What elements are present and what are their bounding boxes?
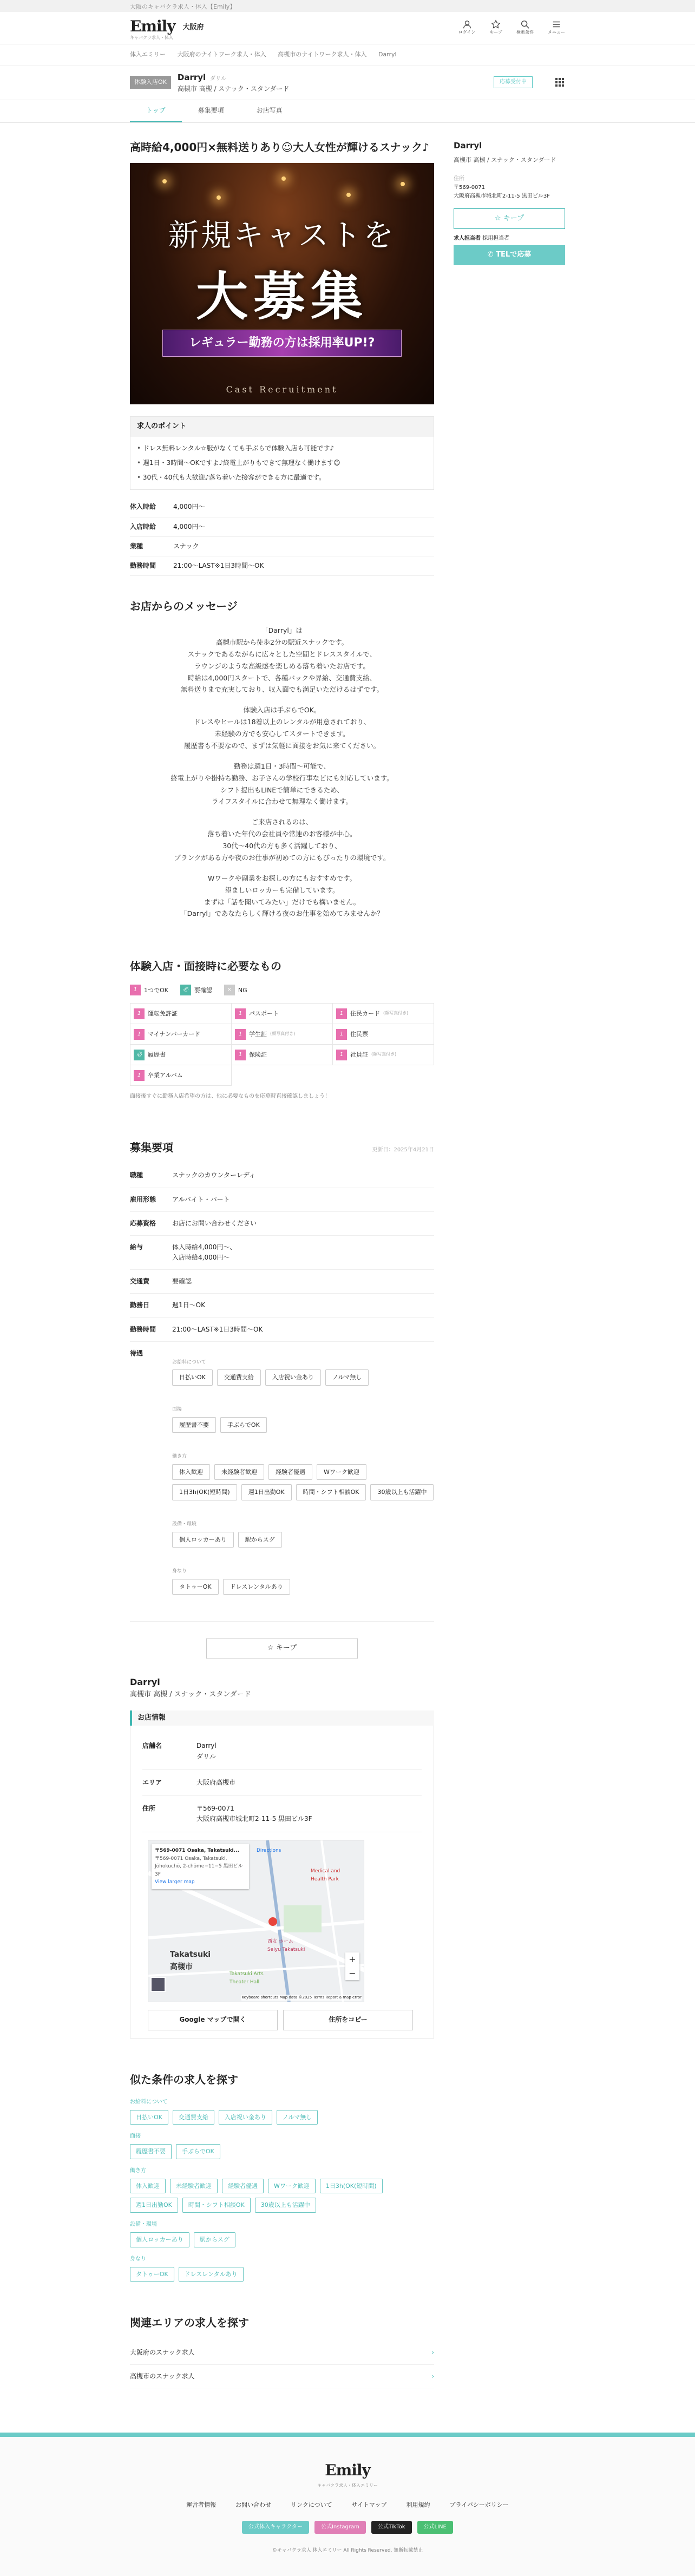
documents-note: 面接後すぐに勤務入店希望の方は、他に必要なものを応募時直接確認しましょう！	[130, 1093, 330, 1100]
similar-conditions	[130, 2098, 434, 2282]
footer-link[interactable]: 利用規約	[406, 2501, 430, 2509]
requirement-key: 勤務時間	[130, 1325, 156, 1333]
job-title: 高時給4,000円×無料送りあり☺大人女性が輝けるスナック♪	[130, 140, 429, 154]
summary-row	[130, 497, 434, 517]
message-heading: お店からのメッセージ	[130, 600, 238, 613]
trial-badge: 体験入店OK	[130, 76, 171, 89]
social-tiktok-link[interactable]: 公式TikTok	[371, 2521, 412, 2534]
treatment-chip: 個人ロッカーあり	[172, 1532, 234, 1548]
area-selector[interactable]: 大阪府	[182, 23, 204, 32]
keep-button-label: キープ	[276, 1644, 297, 1653]
treatment-group-label: 働き方	[172, 1454, 187, 1460]
document-label: 卒業アルバム	[148, 1072, 183, 1079]
document-label: マイナンバーカード	[148, 1031, 201, 1038]
tab-requirements[interactable]: 募集要項	[198, 106, 224, 114]
star-icon	[491, 19, 501, 29]
treatment-group-label: 面接	[172, 1407, 182, 1413]
open-google-maps-button[interactable]: Google マップで開く	[148, 2010, 278, 2030]
document-label: パスポート	[249, 1010, 279, 1018]
search-label: 検索条件	[516, 30, 534, 35]
requirement-key: 職種	[130, 1171, 143, 1179]
keep-button[interactable]	[489, 19, 502, 36]
legend-label: NG	[238, 986, 247, 994]
treatment-chip: 1日3h(OK(短時間)	[172, 1484, 237, 1500]
similar-chip[interactable]: ドレスレンタルあり	[179, 2267, 244, 2282]
hero-ribbon: レギュラー勤務の方は採用率UP!?	[162, 330, 402, 357]
treatment-group	[172, 1453, 434, 1500]
map-layer-toggle[interactable]	[150, 1977, 166, 1992]
message-paragraph: ご来店されるのは、 落ち着いた年代の会社員や常連のお客様が中心。 30代〜40代の方も多く活躍しており、 ブランクがある方や夜のお仕事が初めての方にもぴったりの環境です。	[174, 818, 390, 862]
requirements-updated: 更新日：2025年4月21日	[372, 1147, 434, 1153]
similar-group-label: 身なり	[130, 2256, 146, 2262]
tab-photos[interactable]: お店写真	[256, 106, 283, 114]
site-footer	[0, 2433, 695, 2576]
map-card-address: 〒569-0071 Osaka, Takatsuki, Jōhokuchō, 2-chōme−11−5 黒田ビル 3F	[155, 1856, 243, 1877]
recruit-status-badge: 応募受付中	[494, 76, 533, 88]
document-item	[232, 1024, 333, 1045]
documents-heading: 体験入店・面接時に必要なもの	[130, 960, 281, 973]
requirements-header	[130, 1139, 434, 1164]
treatment-group	[172, 1568, 434, 1595]
shop-info-key: エリア	[142, 1778, 162, 1786]
shop-info-key: 店舗名	[142, 1742, 162, 1750]
summary-key: 業種	[130, 542, 143, 550]
similar-chip[interactable]: タトゥーOK	[130, 2267, 174, 2282]
shop-info-table	[130, 1726, 434, 2038]
document-label: 社員証	[350, 1051, 368, 1059]
similar-chip[interactable]: 1日3h(OK(短時間)	[320, 2179, 383, 2194]
related-area-link[interactable]	[130, 2341, 434, 2365]
related-area-label: 大阪府のスナック求人	[130, 2349, 195, 2357]
similar-chip[interactable]: 交通費支給	[173, 2110, 214, 2125]
legend-label: 要確認	[194, 986, 212, 994]
summary-key: 勤務時間	[130, 561, 156, 569]
shop-info-sub: 高槻市 高槻 / スナック・スタンダード	[130, 1690, 251, 1699]
footer-logo-sub: キャバクラ求人・体入エミリー	[317, 2483, 378, 2488]
document-item	[130, 1065, 232, 1086]
summary-row	[130, 517, 434, 537]
footer-logo[interactable]: Emily	[325, 2461, 370, 2479]
hero-line1: 新規キャストを	[168, 218, 396, 253]
similar-chip[interactable]: Wワーク歓迎	[268, 2179, 316, 2194]
job-point-item: • 30代・40代も大歓迎♪落ち着いた接客ができる方に最適です。	[137, 470, 427, 485]
similar-group-label: 設備・環境	[130, 2221, 157, 2227]
treatment-chip: 履歴書不要	[172, 1417, 216, 1433]
related-areas	[130, 2341, 434, 2389]
search-icon	[520, 19, 530, 29]
job-point-item: • 週1日・3時間〜OKですよ♪終電上がりもできて無理なく働けます☺	[137, 456, 427, 470]
treatment-chip: 経験者優遇	[268, 1464, 312, 1480]
map-larger-link[interactable]: View larger map	[155, 1879, 195, 1885]
treatment-chip: 駅からスグ	[238, 1532, 282, 1548]
phone-icon: ✆	[487, 251, 494, 259]
treatment-chip: 体入歓迎	[172, 1464, 210, 1480]
one-ok-icon: 1	[134, 1070, 145, 1081]
sidebar-shop-sub: 高槻市 高槻 / スナック・スタンダード	[454, 156, 556, 163]
one-ok-icon: 1	[134, 1029, 145, 1040]
requirement-value: 週1日〜OK	[172, 1301, 205, 1309]
one-ok-icon: 1	[336, 1029, 347, 1040]
message-paragraph: Wワークや副業をお探しの方にもおすすめです。 望ましいロッカーも完備しています。 まずは「話を聞いてみたい」だけでも構いません。 「Darryl」であなたらしく輝ける夜のお仕事を始めてみませんか？	[180, 874, 384, 918]
shop-message	[130, 625, 434, 920]
chevron-right-icon: ›	[431, 2372, 434, 2381]
ng-icon: ×	[224, 985, 235, 995]
related-area-link[interactable]	[130, 2365, 434, 2389]
message-paragraph: 体験入店は手ぶらでOK。 ドレスやヒールは18着以上のレンタルが用意されており、 未経験の方でも安心してスタートできます。 履歴書も不要なので、まずは気軽に面接をお気に来てください。	[183, 706, 381, 750]
requirement-key: 雇用形態	[130, 1195, 156, 1203]
similar-chip[interactable]: 経験者優遇	[222, 2179, 264, 2194]
shop-info-value: 大阪府高槻市	[196, 1778, 236, 1786]
site-header	[0, 12, 695, 44]
similar-chip[interactable]: 入店祝い金あり	[219, 2110, 272, 2125]
requirement-key: 給与	[130, 1243, 143, 1251]
treatment-chip: ドレスレンタルあり	[223, 1579, 290, 1595]
sidebar-tel-label: 求人担当者	[454, 235, 481, 242]
map-park-label: Takatsuki Arts Theater Hall	[230, 1971, 264, 1985]
breadcrumb-item-current: Darryl	[378, 51, 397, 58]
requirement-value: スナックのカウンターレディ	[172, 1171, 255, 1179]
shop-name-text: Darryl	[177, 72, 206, 82]
document-item	[130, 1004, 232, 1024]
legend-label: 1つでOK	[144, 986, 168, 994]
similar-group-label: 働き方	[130, 2167, 146, 2174]
sidebar-address-label: 住所	[454, 175, 464, 182]
treatment-group-label: 身なり	[172, 1569, 187, 1575]
document-label: 住民カード	[350, 1010, 380, 1018]
treatment-chip: 日払いOK	[172, 1369, 213, 1386]
one-ok-icon: 1	[235, 1050, 246, 1060]
requirement-row	[130, 1270, 434, 1294]
map-place-label: 西友 ホーム Seiyu Takatsuki	[267, 1939, 305, 1952]
one-ok-icon: 1	[130, 985, 141, 995]
breadcrumb	[0, 44, 695, 65]
sidebar-shop-name: Darryl	[454, 140, 482, 150]
social-character-link[interactable]: 公式体入キャラクター	[242, 2521, 309, 2534]
summary-key: 体入時給	[130, 503, 156, 511]
similar-chip[interactable]: 履歴書不要	[130, 2144, 172, 2159]
similar-chip[interactable]: 30歳以上も活躍中	[255, 2198, 316, 2213]
map-credits: Keyboard shortcuts Map data ©2025 Terms Report a map error	[241, 1995, 362, 2001]
legend-item	[224, 985, 247, 995]
sidebar-keep-label: キープ	[503, 214, 524, 222]
document-note: (顔写真付き)	[383, 1011, 409, 1016]
shop-info-value: Darryl ダリル	[196, 1742, 217, 1760]
similar-chip[interactable]: 週1日出勤OK	[130, 2198, 178, 2213]
document-item	[333, 1004, 434, 1024]
documents-legend	[130, 985, 434, 995]
treatment-group	[172, 1520, 434, 1548]
message-paragraph: 「Darryl」は 高槻市駅から徒歩2分の駅近スナックです。 スナックであるながらに広々とした空間とドレススタイルで、 ラウンジのような高級感を楽しめる落ち着いたお店です。 時給は4,000円スタートで、各種バックや昇給、交通費支給、 無料送りまで充実しており、収入面でも満足いただけるはずです。	[180, 626, 384, 694]
breadcrumb-item[interactable]: 体入エミリー	[130, 51, 166, 58]
top-notice-bar	[0, 0, 695, 12]
summary-value: スナック	[173, 542, 199, 550]
treatment-chip: 30歳以上も活躍中	[370, 1484, 434, 1500]
sidebar-tel-person: 採用担当者	[482, 235, 510, 242]
map-directions-link[interactable]: Directions	[257, 1848, 281, 1854]
search-button[interactable]	[516, 19, 534, 36]
document-label: 履歴書	[148, 1051, 166, 1059]
main-content	[130, 123, 434, 2389]
shop-tabs	[0, 100, 695, 123]
requirement-row	[130, 1236, 434, 1270]
header-icons	[458, 19, 565, 36]
similar-chip[interactable]: 日払いOK	[130, 2110, 168, 2125]
footer-link[interactable]: サイトマップ	[351, 2501, 387, 2509]
document-label: 保険証	[249, 1051, 267, 1059]
requirement-row	[130, 1318, 434, 1342]
requirement-row	[130, 1212, 434, 1236]
treatment-chip: 未経験者歓迎	[214, 1464, 264, 1480]
requirement-value: アルバイト・パート	[172, 1195, 230, 1203]
top-notice-text: 大阪のキャバクラ求人・体入【Emily】	[130, 3, 236, 10]
legend-item	[130, 985, 168, 995]
login-label: ログイン	[458, 30, 476, 35]
map-buttons	[148, 2010, 422, 2030]
summary-value: 21:00〜LAST※1日3時間〜OK	[173, 561, 264, 569]
tel-apply-label: TELで応募	[496, 251, 532, 259]
logo-text: Emily	[130, 17, 175, 35]
treatment-chip: ノルマ無し	[325, 1369, 369, 1386]
treatment-group-label: お給料について	[172, 1360, 206, 1366]
job-point-item: • ドレス無料レンタル☆服がなくても手ぶらで体験入店も可能です♪	[137, 441, 427, 456]
similar-chip[interactable]: 個人ロッカーあり	[130, 2232, 189, 2247]
document-label: 運転免許証	[148, 1010, 178, 1018]
one-ok-icon: 1	[235, 1029, 246, 1040]
similar-chip[interactable]: 手ぶらでOK	[176, 2144, 220, 2159]
breadcrumb-item[interactable]: 大阪府のナイトワーク求人・体入	[177, 51, 266, 58]
job-points-title: 求人のポイント	[130, 417, 434, 437]
document-item	[130, 1024, 232, 1045]
grid-menu-icon[interactable]	[554, 77, 565, 88]
requirement-value: 21:00〜LAST※1日3時間〜OK	[172, 1325, 263, 1333]
treatment-chip: 時間・シフト相談OK	[296, 1484, 366, 1500]
shop-category: 高槻市 高槻 / スナック・スタンダード	[177, 84, 290, 93]
hero-banner-image	[130, 163, 434, 404]
shop-info-name: Darryl	[130, 1677, 160, 1688]
similar-group-label: 面接	[130, 2133, 141, 2140]
footer-social	[0, 2521, 695, 2534]
document-item	[232, 1045, 333, 1065]
related-area-label: 高槻市のスナック求人	[130, 2372, 195, 2381]
required-icon: 必	[180, 985, 191, 995]
similar-chip[interactable]: 駅からスグ	[194, 2232, 235, 2247]
sidebar	[454, 123, 565, 2389]
requirement-key: 待遇	[130, 1349, 143, 1357]
job-summary	[130, 497, 434, 576]
similar-chip[interactable]: 体入歓迎	[130, 2179, 166, 2194]
menu-button[interactable]	[548, 19, 565, 36]
sidebar-address: 〒569-0071 大阪府高槻市城北町2-11-5 黒田ビル3F	[454, 184, 550, 199]
requirement-key: 交通費	[130, 1277, 150, 1286]
document-item	[333, 1024, 434, 1045]
treatment-group	[172, 1359, 434, 1386]
treatment-group-label: 設備・環境	[172, 1522, 197, 1528]
footer-link[interactable]: プライバシーポリシー	[449, 2501, 509, 2509]
sidebar-keep-button[interactable]: ☆ キープ	[454, 208, 565, 230]
google-map[interactable]	[148, 1840, 364, 2002]
job-points	[130, 416, 434, 490]
documents-grid	[130, 1003, 434, 1086]
summary-row	[130, 556, 434, 576]
hero-line2: 大募集	[196, 265, 368, 327]
menu-icon	[552, 19, 561, 29]
requirement-key: 応募資格	[130, 1219, 156, 1227]
map-card-title: 〒569-0071 Osaka, Takatsuki...	[155, 1848, 239, 1854]
requirement-row	[130, 1188, 434, 1212]
treatment-row	[130, 1342, 434, 1622]
treatment-chip: 週1日出勤OK	[241, 1484, 292, 1500]
copy-address-button[interactable]: 住所をコピー	[283, 2010, 413, 2030]
required-icon: 必	[134, 1050, 145, 1060]
treatment-chip: 入店祝い金あり	[265, 1369, 321, 1386]
copyright: ©キャバクラ求人 体入エミリー All Rights Reserved. 無断転載禁止	[272, 2547, 423, 2553]
requirements-heading: 募集要項	[130, 1141, 173, 1155]
map-zoom-controls[interactable]: + −	[345, 1952, 359, 1980]
similar-group-label: お給料について	[130, 2099, 168, 2105]
shop-name-kana: ダリル	[210, 75, 227, 82]
treatment-chip: 交通費支給	[217, 1369, 261, 1386]
document-label: 学生証	[249, 1031, 267, 1038]
similar-chip[interactable]: ノルマ無し	[277, 2110, 318, 2125]
tab-top[interactable]: トップ	[130, 100, 182, 122]
site-logo[interactable]	[130, 15, 175, 42]
document-note: (顔写真付き)	[270, 1031, 296, 1037]
treatment-chip: Wワーク歓迎	[317, 1464, 366, 1480]
similar-heading: 似た条件の求人を探す	[130, 2073, 238, 2086]
document-label: 住民票	[350, 1031, 368, 1038]
related-heading: 関連エリアの求人を探す	[130, 2316, 249, 2330]
shop-info-value: 〒569-0071 大阪府高槻市城北町2-11-5 黒田ビル3F	[196, 1805, 312, 1823]
requirement-key: 勤務日	[130, 1301, 150, 1309]
shop-info-section	[130, 1675, 434, 2038]
document-item	[232, 1004, 333, 1024]
shop-info-row	[142, 1733, 422, 1769]
map-city-label: Takatsuki 高槻市	[170, 1950, 211, 1971]
summary-key: 入店時給	[130, 522, 156, 530]
treatment-chip: タトゥーOK	[172, 1579, 219, 1595]
shop-info-title: お店情報	[130, 1710, 434, 1726]
requirements-table	[130, 1164, 434, 1622]
requirement-value: 要確認	[172, 1277, 192, 1286]
requirement-value: お店にお問い合わせください	[172, 1219, 257, 1227]
footer-link[interactable]: 運営者情報	[186, 2501, 217, 2509]
message-paragraph: 勤務は週1日・3時間〜可能で、 終電上がりや掛持ち勤務、お子さんの学校行事などにも対応しています。 シフト提出もLINEで簡単にできるため、 ライフスタイルに合わせて無理なく働けます。	[171, 762, 394, 806]
treatment-chip: 手ぶらでOK	[220, 1417, 267, 1433]
social-line-link[interactable]: 公式LINE	[417, 2521, 453, 2534]
one-ok-icon: 1	[235, 1008, 246, 1019]
requirement-row	[130, 1294, 434, 1318]
tel-apply-button[interactable]	[454, 245, 565, 265]
footer-link[interactable]: リンクについて	[291, 2501, 332, 2509]
keep-label: キープ	[489, 30, 502, 35]
document-item	[130, 1045, 232, 1065]
summary-value: 4,000円〜	[173, 522, 205, 530]
one-ok-icon: 1	[134, 1008, 145, 1019]
hero-footer-text: Cast Recruitment	[226, 384, 338, 395]
keep-button-main[interactable]: ☆ キープ	[206, 1638, 358, 1659]
document-note: (顔写真付き)	[371, 1052, 397, 1057]
login-button[interactable]	[458, 19, 476, 36]
similar-chip[interactable]: 未経験者歓迎	[170, 2179, 218, 2194]
map-info-card	[152, 1844, 249, 1889]
similar-chip[interactable]: 時間・シフト相談OK	[182, 2198, 251, 2213]
requirement-value: 体入時給4,000円〜、 入店時給4,000円〜	[172, 1243, 237, 1262]
one-ok-icon: 1	[336, 1050, 347, 1060]
one-ok-icon: 1	[336, 1008, 347, 1019]
summary-value: 4,000円〜	[173, 503, 205, 511]
user-icon	[462, 19, 472, 29]
shop-name	[178, 71, 290, 84]
chevron-right-icon: ›	[431, 2349, 434, 2357]
shop-info-key: 住所	[142, 1805, 156, 1813]
treatment-group	[172, 1406, 434, 1433]
footer-link[interactable]: お問い合わせ	[235, 2501, 272, 2509]
legend-item	[180, 985, 212, 995]
logo-subtext: キャバクラ求人・体入	[130, 35, 173, 40]
shop-header	[0, 65, 695, 100]
requirement-row	[130, 1164, 434, 1188]
shop-info-row	[142, 1796, 422, 1832]
social-instagram-link[interactable]: 公式Instagram	[314, 2521, 366, 2534]
menu-label: メニュー	[548, 30, 565, 35]
document-item	[333, 1045, 434, 1065]
summary-row	[130, 537, 434, 556]
shop-info-row	[142, 1770, 422, 1796]
breadcrumb-item[interactable]: 高槻市のナイトワーク求人・体入	[278, 51, 367, 58]
footer-links	[0, 2500, 695, 2510]
map-place-label: Medical and Health Park	[311, 1869, 340, 1882]
